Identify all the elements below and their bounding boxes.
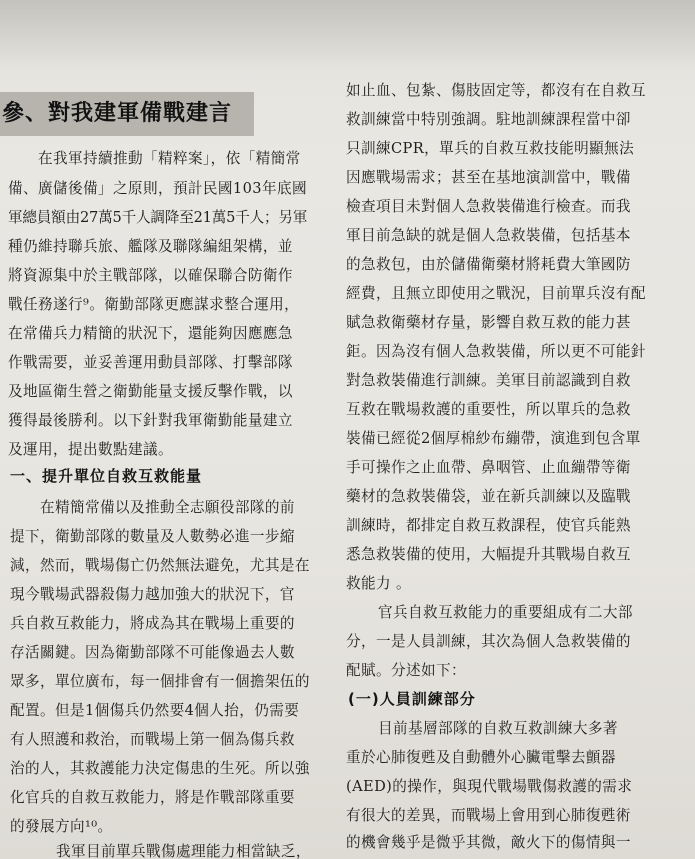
text-line: 鉅。因為沒有個人急救裝備，所以更不可能針 <box>346 343 646 360</box>
text-line: 目前基層部隊的自救互救訓練大多著 <box>378 720 618 737</box>
subheading: (一)人員訓練部分 <box>348 690 476 708</box>
text-line: 因應戰場需求；甚至在基地演訓當中，戰備 <box>346 169 631 186</box>
page-shadow <box>0 0 695 70</box>
text-line: 眾多，單位廣布，每一個排會有一個擔架伍的 <box>10 673 310 690</box>
text-line: 我軍目前單兵戰傷處理能力相當缺乏， <box>56 843 311 859</box>
text-line: 官兵自救互救能力的重要組成有二大部 <box>378 604 633 621</box>
text-line: 提下，衛勤部隊的數量及人數勢必進一步縮 <box>10 528 295 545</box>
text-line: (AED)的操作，與現代戰場戰傷救護的需求 <box>346 778 633 795</box>
text-line: 救能力 。 <box>346 575 412 592</box>
text-line: 化官兵的自救互救能力，將是作戰部隊重要 <box>10 789 295 806</box>
text-line: 有很大的差異，而戰場上會用到心肺復甦術 <box>346 807 631 824</box>
subheading: 一、提升單位自救互救能量 <box>10 467 203 485</box>
text-line: 治的人，其救護能力決定傷患的生死。所以強 <box>10 760 310 777</box>
text-line: 在精簡常備以及推動全志願役部隊的前 <box>40 499 295 516</box>
text-line: 訓練時，都排定自救互救課程，使官兵能熟 <box>346 517 631 534</box>
text-line: 及地區衛生營之衛勤能量支援反擊作戰，以 <box>8 383 293 400</box>
text-line: 分，一是人員訓練，其次為個人急救裝備的 <box>346 633 631 650</box>
text-line: 種仍維持聯兵旅、艦隊及聯隊編組架構，並 <box>8 238 293 255</box>
text-line: 的急救包，由於儲備衛藥材將耗費大筆國防 <box>346 256 631 273</box>
text-line: 軍目前急缺的就是個人急救裝備，包括基本 <box>346 227 631 244</box>
text-line: 配賦。分述如下： <box>346 662 466 679</box>
section-heading: 參、對我建軍備戰建言 <box>0 92 254 136</box>
text-line: 將資源集中於主戰部隊，以確保聯合防衛作 <box>8 267 293 284</box>
text-line: 賦急救衛藥材存量，影響自救互救的能力甚 <box>346 314 631 331</box>
text-line: 現今戰場武器殺傷力越加強大的狀況下，官 <box>10 586 295 603</box>
text-line: 有人照護和救治，而戰場上第一個為傷兵救 <box>10 731 295 748</box>
text-line: 在常備兵力精簡的狀況下，還能夠因應應急 <box>8 325 293 342</box>
text-line: 的機會幾乎是微乎其微，敵火下的傷情與一 <box>346 834 631 851</box>
text-line: 對急救裝備進行訓練。美軍目前認識到自救 <box>346 372 631 389</box>
text-line: 獲得最後勝利。以下針對我軍衛勤能量建立 <box>8 412 293 429</box>
text-line: 配置。但是1個傷兵仍然要4個人抬，仍需要 <box>10 702 300 719</box>
text-line: 檢查項目未對個人急救裝備進行檢查。而我 <box>346 198 631 215</box>
text-line: 裝備已經從2個厚棉紗布繃帶，演進到包含單 <box>346 430 641 447</box>
text-line: 藥材的急救裝備袋，並在新兵訓練以及臨戰 <box>346 488 631 505</box>
text-line: 作戰需要，並妥善運用動員部隊、打擊部隊 <box>8 354 293 371</box>
text-line: 及運用，提出數點建議。 <box>8 441 173 458</box>
text-line: 軍總員額由27萬5千人調降至21萬5千人；另軍 <box>8 209 308 226</box>
text-line: 存活關鍵。因為衛勤部隊不可能像過去人數 <box>10 644 295 661</box>
text-line: 手可操作之止血帶、鼻咽管、止血繃帶等衛 <box>346 459 631 476</box>
text-line: 悉急救裝備的使用，大幅提升其戰場自救互 <box>346 546 631 563</box>
text-line: 救訓練當中特別強調。駐地訓練課程當中卻 <box>346 111 631 128</box>
text-line: 重於心肺復甦及自動體外心臟電擊去顫器 <box>346 749 616 766</box>
text-line: 互救在戰場救護的重要性，所以單兵的急救 <box>346 401 631 418</box>
text-line: 只訓練CPR，單兵的自救互救技能明顯無法 <box>346 140 635 157</box>
text-line: 在我軍持續推動「精粹案」，依「精簡常 <box>38 150 301 167</box>
text-line: 如止血、包紮、傷肢固定等，都沒有在自救互 <box>346 82 646 99</box>
text-line: 備、廣儲後備」之原則，預計民國103年底國 <box>8 180 307 197</box>
text-line: 戰任務遂行⁹。衛勤部隊更應謀求整合運用， <box>8 296 300 313</box>
text-line: 兵自救互救能力，將成為其在戰場上重要的 <box>10 615 295 632</box>
text-line: 經費，且無立即使用之戰況，目前單兵沒有配 <box>346 285 646 302</box>
text-line: 的發展方向¹⁰。 <box>10 818 113 835</box>
text-line: 減，然而，戰場傷亡仍然無法避免，尤其是在 <box>10 557 310 574</box>
